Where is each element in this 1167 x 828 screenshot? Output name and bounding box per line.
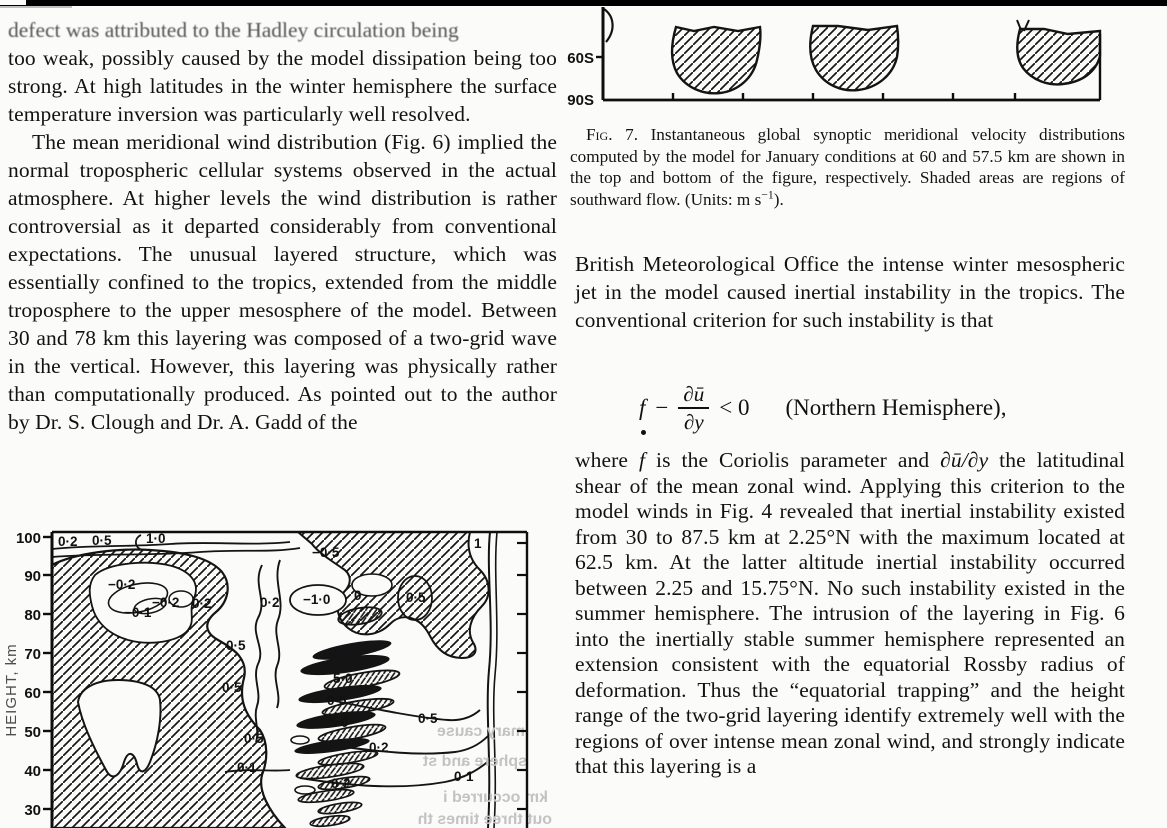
svg-text:−1·0: −1·0 <box>303 592 331 607</box>
fig6-y-axis-title: HEIGHT, km <box>3 643 20 737</box>
svg-text:0·2: 0·2 <box>260 595 280 610</box>
fig6-contour-line <box>494 532 497 828</box>
svg-text:mary cause: mary cause <box>436 723 525 740</box>
svg-text:−0·5: −0·5 <box>312 545 340 560</box>
svg-text:0·5: 0·5 <box>222 680 242 695</box>
scan-artifact-notch <box>0 0 26 5</box>
svg-text:−0·2: −0·2 <box>108 577 136 592</box>
fig7-hatched-blob <box>810 26 898 90</box>
svg-text:0·2: 0·2 <box>331 776 351 791</box>
figure-7-plot-fragment <box>560 0 1167 118</box>
svg-text:0·2: 0·2 <box>58 534 78 549</box>
left-column <box>8 16 557 436</box>
svg-text:1·0: 1·0 <box>146 531 166 546</box>
svg-text:100: 100 <box>15 530 41 547</box>
svg-text:km occurred i: km occurred i <box>443 789 548 806</box>
svg-text:90: 90 <box>24 568 41 585</box>
fig6-contour-line <box>276 560 281 708</box>
svg-text:50: 50 <box>24 724 41 741</box>
shear-symbol: ∂ū/∂y <box>940 448 989 472</box>
equation-fraction: $\frac{\partial ū}{\partial y}$ <box>678 382 709 434</box>
figure-7-caption-tail: ). <box>773 189 784 209</box>
svg-text:5·0: 5·0 <box>333 671 353 686</box>
fig6-contour-line <box>256 565 262 742</box>
fig7-contour-arc <box>604 9 613 42</box>
equation-minus: − <box>655 395 669 421</box>
svg-text:1: 1 <box>474 536 482 551</box>
fig6-contour-line <box>52 542 290 549</box>
svg-text:80: 80 <box>24 607 41 624</box>
figure-7-caption-superscript: −1 <box>761 188 774 202</box>
svg-text:70: 70 <box>24 646 41 663</box>
svg-text:90S: 90S <box>567 92 594 109</box>
svg-text:−0·1: −0·1 <box>124 605 152 620</box>
text-run: where <box>575 448 639 472</box>
svg-text:40: 40 <box>24 763 41 780</box>
svg-text:0·1: 0·1 <box>237 760 257 775</box>
left-paragraph-2: The mean meridional wind distribution (Fig. 6) implied the normal tropospheric cellular systems observed in the actual atmosphere. At higher levels the wind distribution is rather controversial as it departed considerably from conventional expectations. The unusual layered structure, which was essentially confined to the tropics, extended from the middle troposphere to the upper mesosphere of the model. Between 30 and 78 km this layering was composed of a two-grid wave in the vertical. However, this layering was physically rather than computationally produced. As pointed out to the author by Dr. S. Clough and Dr. A. Gadd of the <box>8 130 557 434</box>
figure-6-contour-plot <box>0 520 560 828</box>
paragraph-continued-first-line: defect was attributed to the Hadley circulation being <box>8 18 459 42</box>
coriolis-f-symbol: f <box>638 448 646 472</box>
figure-7-caption-label: Fig. 7. <box>586 125 638 144</box>
svg-text:0·5: 0·5 <box>327 693 347 708</box>
text-run: is the Coriolis parameter and <box>645 448 941 472</box>
svg-text:0·2: 0·2 <box>192 596 212 611</box>
fig6-layered-lens-stack <box>291 636 401 828</box>
svg-text:out three times th: out three times th <box>417 811 552 828</box>
svg-text:0·5: 0·5 <box>244 731 264 746</box>
svg-text:0·5: 0·5 <box>226 638 246 653</box>
svg-text:0·5: 0·5 <box>406 590 426 605</box>
svg-text:0·5: 0·5 <box>418 711 438 726</box>
svg-text:0·2: 0·2 <box>369 740 389 755</box>
svg-text:sphere and st: sphere and st <box>422 753 527 770</box>
scan-artifact-line <box>0 6 72 8</box>
figure-7-caption <box>570 124 1125 210</box>
equation-relation: < 0 <box>719 395 750 421</box>
svg-text:−0·2: −0·2 <box>152 595 180 610</box>
fig7-hatched-blob <box>1017 29 1100 84</box>
equation-f: f <box>625 395 645 421</box>
inertial-instability-criterion-equation <box>625 382 1006 434</box>
right-paragraph-1: British Meteorological Office the intense winter mesospheric jet in the model caused inertial instability in the tropics. The conventional criterion for such instability is that <box>575 252 1125 332</box>
figure-7-caption-body: Instantaneous global synoptic meridional velocity distributions computed by the model for January conditions at 60 and 57.5 km are shown in the top and bottom of the figure, respectively. Shaded areas are regions of southward flow. (Units: m s <box>570 125 1125 209</box>
svg-text:5·0: 5·0 <box>329 715 349 730</box>
svg-text:0·5: 0·5 <box>92 533 112 548</box>
equation-note: (Northern Hemisphere), <box>785 395 1007 421</box>
scan-dot-artifact <box>641 430 646 435</box>
svg-text:0·1: 0·1 <box>454 769 474 784</box>
fig6-contour-line <box>488 532 491 828</box>
fig7-ytick-labels <box>567 50 594 109</box>
svg-text:0: 0 <box>354 588 362 603</box>
right-paragraph-2 <box>575 448 1125 780</box>
fig6-contour-arc <box>136 535 142 550</box>
svg-text:60S: 60S <box>567 50 594 67</box>
svg-text:60: 60 <box>24 685 41 702</box>
svg-text:30: 30 <box>24 802 41 819</box>
fig6-ghost-text <box>418 723 552 828</box>
left-paragraph-1: too weak, possibly caused by the model dissipation being too strong. At high latitudes in the winter hemisphere the surface temperature inversion was particularly well resolved. <box>8 46 557 126</box>
text-run: the latitudinal shear of the mean zonal wind. Applying this criterion to the model winds in Fig. 4 revealed that inertial instability existed from 30 to 87.5 km at 2.25°N with the maximum located at 62.5 km. At the latter altitude inertial instability occurred between 2.25 and 15.75°N. No such instability existed in the summer hemisphere. The intrusion of the layering in Fig. 6 into the inertially stable summer hemisphere represented an extension consistent with the equatorial Rossby radius of deformation. Thus the “equatorial trapping” and the height range of the two-grid layering identify extremely well with the regions of over intense mean zonal wind, and strongly indicate that this layering is a <box>575 448 1125 778</box>
fig7-hatched-blob <box>672 27 760 93</box>
